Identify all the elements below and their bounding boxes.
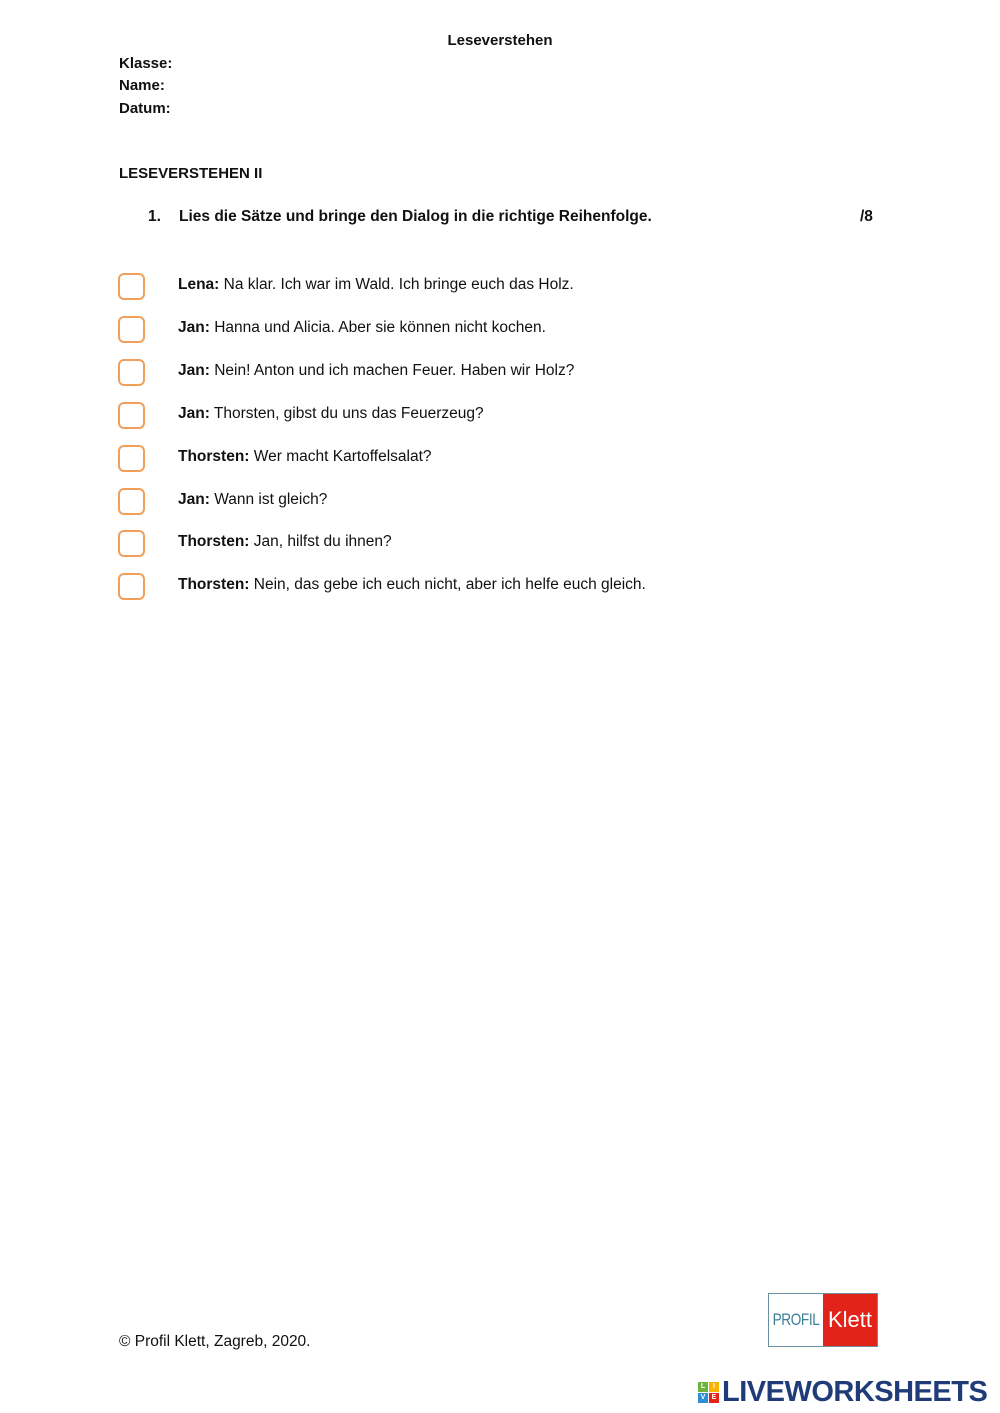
dialog-line [178, 533, 392, 551]
dialog-line [178, 491, 327, 509]
live-icon [698, 1382, 719, 1403]
dialog-text: Na klar. Ich war im Wald. Ich bringe euch das Holz. [223, 276, 574, 293]
dialog-text: Jan, hilfst du ihnen? [253, 533, 392, 551]
dialog-line [178, 319, 546, 337]
dialog-text: Thorsten, gibst du uns das Feuerzeug? [213, 404, 484, 422]
task-instruction: Lies die Sätze und bringe den Dialog in die richtige Reihenfolge. [179, 208, 652, 225]
section-heading: LESEVERSTEHEN II [119, 165, 263, 182]
order-input-box[interactable] [118, 488, 145, 515]
order-input-box[interactable] [118, 530, 145, 557]
name-label: Name: [119, 77, 165, 94]
page-title: Leseverstehen [447, 32, 553, 49]
order-input-box[interactable] [118, 316, 145, 343]
dialog-text: Nein, das gebe ich euch nicht, aber ich helfe euch gleich. [253, 576, 646, 594]
task-number: 1. [148, 208, 161, 225]
logo-profil: PROFIL [774, 1294, 817, 1346]
logo-letter: I [709, 1382, 719, 1392]
datum-label: Datum: [119, 100, 171, 117]
logo-letter: E [709, 1393, 719, 1403]
dialog-line [178, 362, 574, 380]
dialog-line [178, 576, 646, 594]
dialog-text: Wann ist gleich? [214, 490, 328, 508]
task-points: /8 [860, 208, 873, 225]
order-input-box[interactable] [118, 359, 145, 386]
speaker: Jan: [178, 361, 210, 379]
klasse-label: Klasse: [119, 55, 173, 72]
dialog-line [178, 276, 574, 294]
liveworksheets-logo [698, 1376, 987, 1409]
speaker: Jan: [178, 318, 210, 336]
dialog-text: Hanna und Alicia. Aber sie können nicht kochen. [214, 318, 546, 336]
speaker: Jan: [178, 490, 210, 508]
order-input-box[interactable] [118, 445, 145, 472]
speaker: Thorsten: [178, 576, 250, 594]
order-input-box[interactable] [118, 273, 145, 300]
speaker: Jan: [178, 404, 210, 422]
brand-name: LIVEWORKSHEETS [722, 1376, 988, 1408]
speaker: Thorsten: [178, 447, 250, 465]
logo-klett: Klett [823, 1294, 877, 1346]
speaker: Lena: [178, 276, 220, 293]
logo-letter: L [698, 1382, 708, 1392]
speaker: Thorsten: [178, 533, 250, 551]
copyright: © Profil Klett, Zagreb, 2020. [119, 1333, 311, 1350]
dialog-text: Wer macht Kartoffelsalat? [253, 447, 432, 465]
logo-letter: V [698, 1393, 708, 1403]
profil-klett-logo [768, 1293, 878, 1347]
order-input-box[interactable] [118, 402, 145, 429]
order-input-box[interactable] [118, 573, 145, 600]
dialog-line [178, 448, 432, 466]
dialog-text: Nein! Anton und ich machen Feuer. Haben wir Holz? [214, 361, 575, 379]
dialog-line [178, 405, 484, 423]
